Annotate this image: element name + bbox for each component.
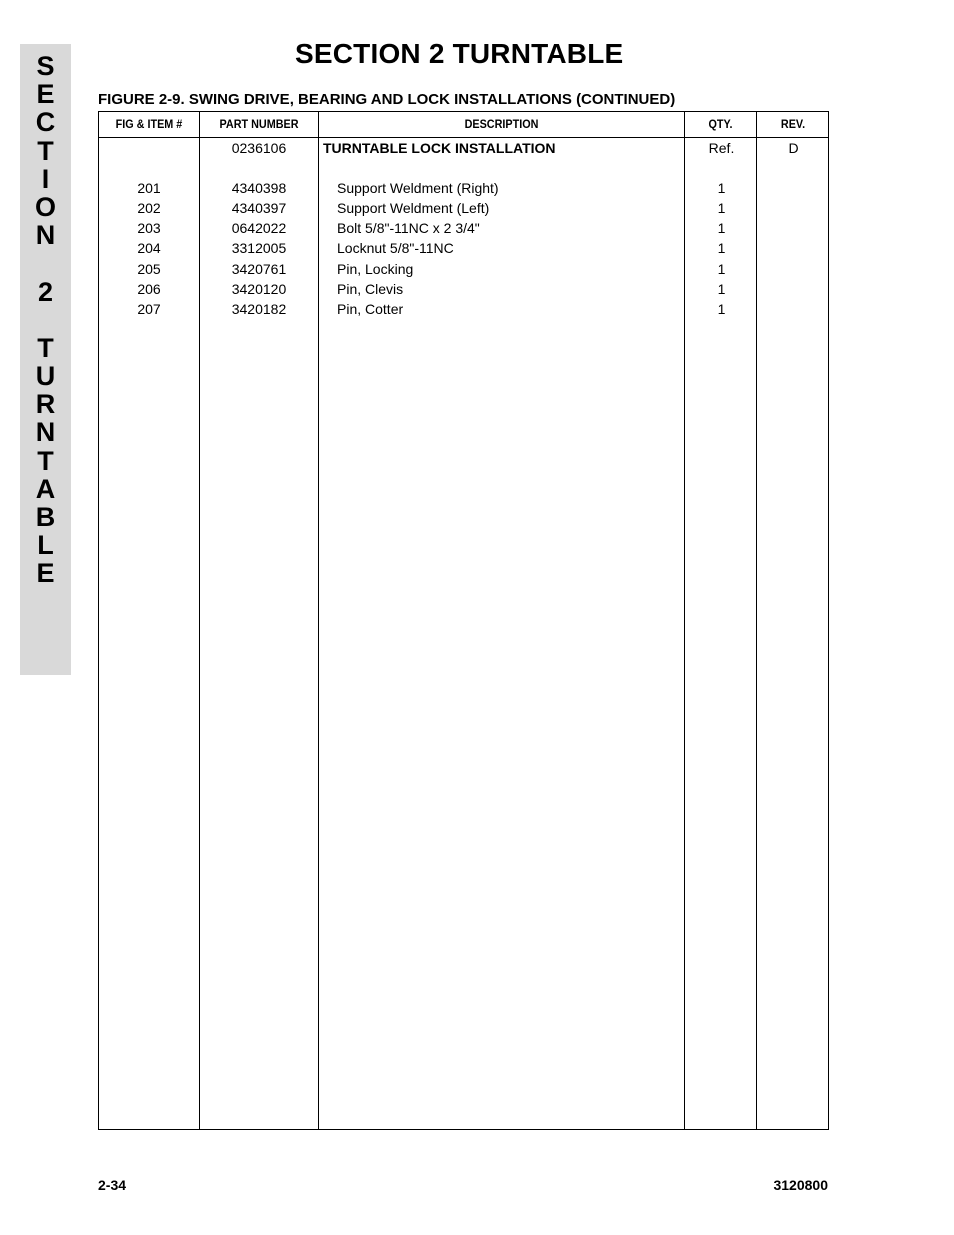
- description-cell: Pin, Locking: [337, 261, 414, 277]
- table-row: [99, 299, 828, 319]
- header-rev: REV.: [780, 117, 806, 131]
- side-tab-letter: N: [35, 220, 56, 251]
- side-tab-letter: O: [34, 191, 56, 222]
- side-tab-letter: N: [35, 417, 56, 448]
- page-title: SECTION 2 TURNTABLE: [295, 38, 624, 69]
- side-tab-letter: [20, 306, 71, 334]
- section-side-tab: [20, 44, 71, 675]
- side-tab-letter: E: [36, 558, 55, 589]
- description-cell: TURNTABLE LOCK INSTALLATION: [323, 140, 556, 156]
- header-qty: QTY.: [708, 117, 733, 131]
- table-row: [99, 259, 828, 279]
- part-number-cell: 0642022: [231, 220, 287, 236]
- fig-item-cell: 205: [137, 261, 161, 277]
- parts-table: [98, 111, 829, 1130]
- description-cell: Locknut 5/8"-11NC: [337, 240, 454, 256]
- fig-item-cell: 201: [137, 180, 161, 196]
- side-tab-letter: A: [35, 473, 56, 504]
- side-tab-letter: 2: [37, 276, 54, 307]
- description-cell: Support Weldment (Left): [337, 200, 490, 216]
- qty-cell: 1: [717, 200, 726, 216]
- part-number-cell: 3420761: [231, 261, 287, 277]
- table-row: [99, 238, 828, 258]
- fig-item-cell: 206: [137, 281, 161, 297]
- qty-cell: 1: [717, 301, 726, 317]
- side-tab-letter: T: [37, 135, 54, 166]
- description-cell: Bolt 5/8"-11NC x 2 3/4": [337, 220, 480, 236]
- side-tab-letter: T: [37, 445, 54, 476]
- part-number-cell: 4340398: [231, 180, 287, 196]
- page-number: 2-34: [98, 1177, 127, 1193]
- fig-item-cell: 204: [137, 240, 161, 256]
- side-tab-letter: [20, 249, 71, 277]
- description-cell: Support Weldment (Right): [337, 180, 499, 196]
- side-tab-letter: U: [35, 361, 56, 392]
- table-row: [99, 198, 828, 218]
- qty-cell: 1: [717, 180, 726, 196]
- fig-item-cell: 203: [137, 220, 161, 236]
- part-number-cell: 4340397: [231, 200, 287, 216]
- header-part-number: PART NUMBER: [219, 117, 299, 131]
- part-number-cell: 3420120: [231, 281, 287, 297]
- header-description: DESCRIPTION: [464, 117, 539, 131]
- qty-cell: Ref.: [708, 140, 735, 156]
- figure-title: FIGURE 2-9. SWING DRIVE, BEARING AND LOCK INSTALLATIONS (CONTINUED): [98, 91, 676, 108]
- qty-cell: 1: [717, 240, 726, 256]
- document-number: 3120800: [773, 1177, 828, 1193]
- side-tab-letter: C: [35, 107, 56, 138]
- side-tab-letter: R: [35, 389, 56, 420]
- rev-cell: D: [788, 140, 799, 156]
- side-tab-letter: S: [36, 51, 55, 81]
- qty-cell: 1: [717, 281, 726, 297]
- description-cell: Pin, Cotter: [337, 301, 404, 317]
- table-row: [99, 178, 828, 198]
- table-row: [99, 138, 828, 158]
- part-number-cell: 0236106: [231, 140, 287, 156]
- side-tab-letter: E: [36, 79, 55, 110]
- table-row: [99, 218, 828, 238]
- qty-cell: 1: [717, 261, 726, 277]
- fig-item-cell: 202: [137, 200, 161, 216]
- part-number-cell: 3420182: [231, 301, 287, 317]
- fig-item-cell: 207: [137, 301, 161, 317]
- side-tab-letter: L: [37, 530, 54, 561]
- side-tab-letter: T: [37, 332, 54, 363]
- side-tab-letter: B: [35, 502, 56, 532]
- side-tab-letter: I: [41, 163, 50, 194]
- header-fig-item: FIG & ITEM #: [115, 117, 183, 131]
- description-cell: Pin, Clevis: [337, 281, 404, 297]
- part-number-cell: 3312005: [231, 240, 287, 256]
- side-tab-letters: [20, 52, 71, 588]
- qty-cell: 1: [717, 220, 726, 236]
- table-row: [99, 279, 828, 299]
